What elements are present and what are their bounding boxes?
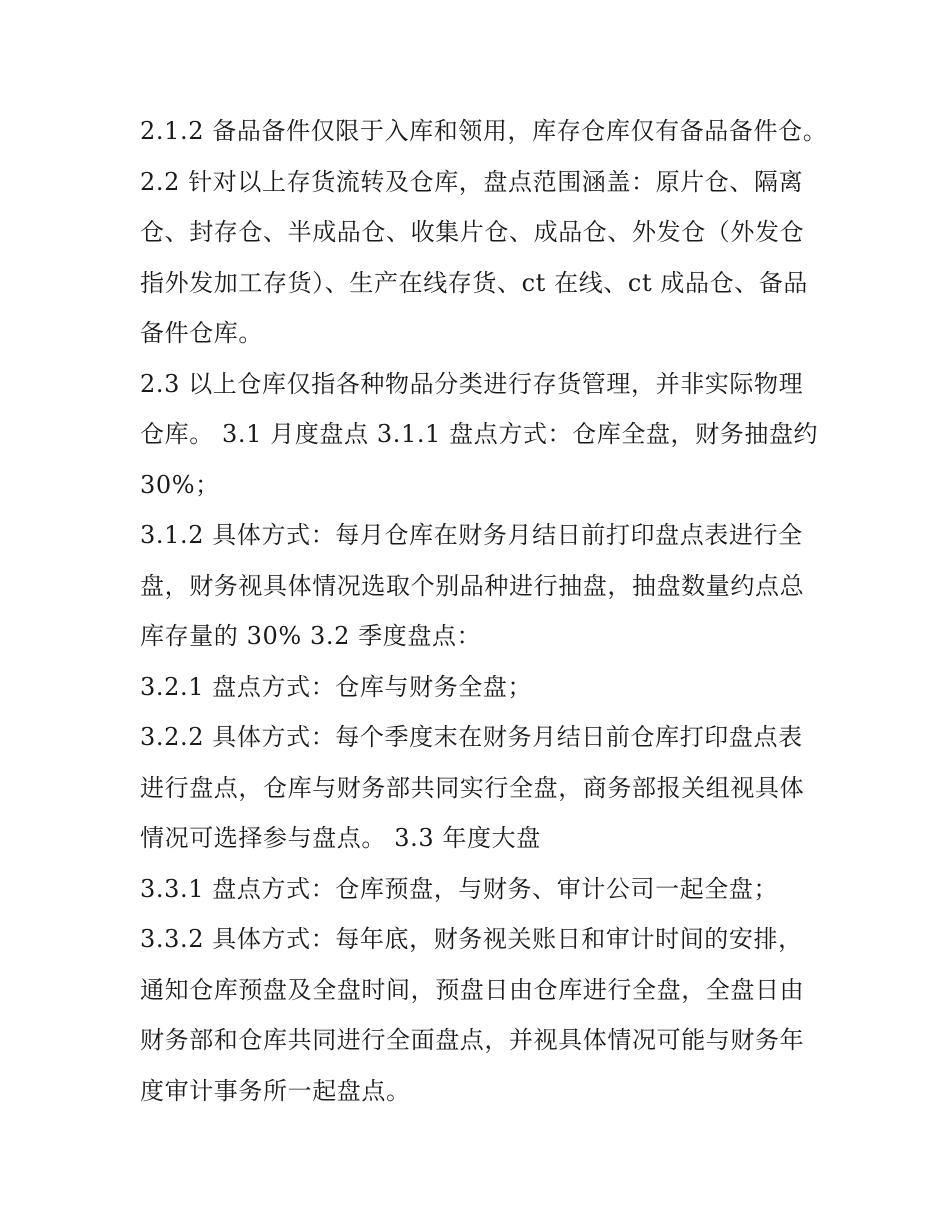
text-line: 3.1.2 具体方式：每月仓库在财务月结日前打印盘点表进行全 [140, 521, 803, 549]
text-line: 2.3 以上仓库仅指各种物品分类进行存货管理，并非实际物理 [140, 369, 804, 398]
text-line: 库存量的 30% 3.2 季度盘点： [140, 622, 482, 650]
text-line: 2.2 针对以上存货流转及仓库，盘点范围涵盖：原片仓、隔离 [140, 167, 804, 196]
text-line: 盘，财务视具体情况选取个别品种进行抽盘，抽盘数量约点总 [140, 571, 805, 600]
text-line: 3.2.2 具体方式：每个季度末在财务月结日前仓库打印盘点表 [140, 723, 803, 751]
text-line: 仓库。 3.1 月度盘点 3.1.1 盘点方式：仓库全盘，财务抽盘约 [140, 420, 819, 448]
text-line: 3.3.2 具体方式：每年底，财务视关账日和审计时间的安排， [140, 925, 803, 953]
text-line: 财务部和仓库共同进行全面盘点，并视具体情况可能与财务年 [140, 1026, 805, 1054]
text-line: 指外发加工存货）、生产在线存货、ct 在线、ct 成品仓、备品 [140, 268, 809, 297]
document-body [140, 106, 828, 1116]
text-line: 仓、封存仓、半成品仓、收集片仓、成品仓、外发仓（外发仓 [140, 218, 805, 246]
text-line: 进行盘点，仓库与财务部共同实行全盘，商务部报关组视具体 [140, 773, 805, 802]
text-line: 情况可选择参与盘点。 3.3 年度大盘 [140, 824, 541, 852]
text-line: 30%； [140, 470, 220, 499]
text-line: 3.2.1 盘点方式：仓库与财务全盘； [140, 672, 533, 701]
text-line: 通知仓库预盘及全盘时间，预盘日由仓库进行全盘，全盘日由 [140, 975, 805, 1004]
text-line: 备件仓库。 [140, 319, 263, 347]
text-line: 3.3.1 盘点方式：仓库预盘，与财务、审计公司一起全盘； [140, 874, 779, 903]
text-line: 2.1.2 备品备件仅限于入库和领用，库存仓库仅有备品备件仓。 [140, 117, 828, 145]
text-line: 度审计事务所一起盘点。 [140, 1076, 411, 1105]
